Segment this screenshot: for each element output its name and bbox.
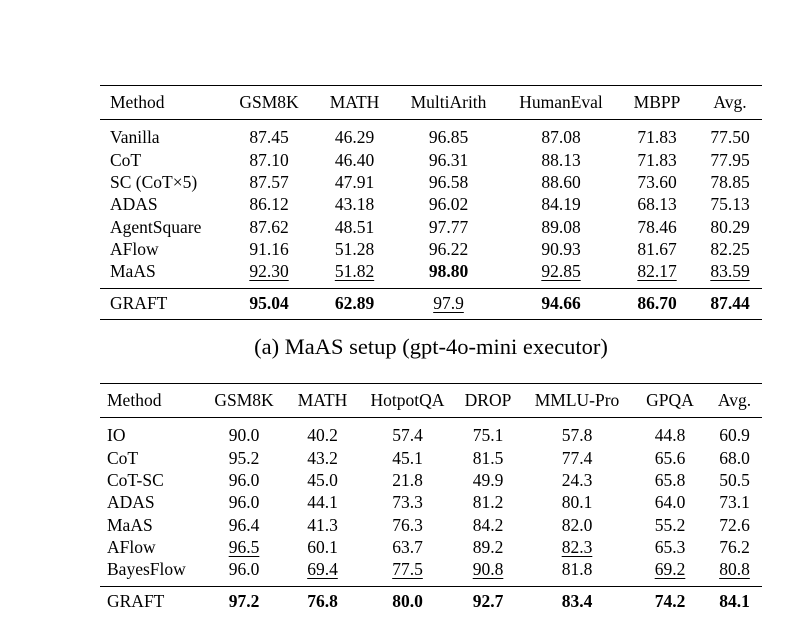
column-header: MultiArith — [391, 86, 506, 120]
score-cell: 91.16 — [249, 239, 288, 259]
score-cell: 76.3 — [392, 515, 423, 535]
method-name: IO — [107, 425, 125, 445]
score-cell: 74.2 — [655, 591, 686, 611]
score-cell: 44.8 — [655, 425, 686, 445]
score-cell: 75.1 — [473, 425, 504, 445]
score-cell: 97.2 — [229, 591, 260, 611]
table-a-header-row — [100, 86, 762, 120]
score-cell: 88.13 — [541, 150, 580, 170]
score-cell: 45.1 — [392, 448, 423, 468]
score-cell: 84.19 — [541, 194, 580, 214]
score-cell: 60.9 — [719, 425, 750, 445]
score-cell: 92.7 — [473, 591, 504, 611]
score-cell: 90.93 — [541, 239, 580, 259]
score-cell: 81.5 — [473, 448, 504, 468]
score-cell: 40.2 — [307, 425, 338, 445]
method-name: GRAFT — [107, 591, 164, 611]
table-b-body — [100, 418, 762, 617]
score-cell: 76.2 — [719, 537, 750, 557]
score-cell: 89.08 — [541, 217, 580, 237]
column-header: DROP — [455, 384, 521, 418]
method-name: CoT — [110, 150, 141, 170]
score-cell: 72.6 — [719, 515, 750, 535]
score-cell: 44.1 — [307, 492, 338, 512]
method-name: MaAS — [107, 515, 153, 535]
score-cell: 87.45 — [249, 127, 288, 147]
score-cell: 96.31 — [429, 150, 468, 170]
method-name: ADAS — [107, 492, 155, 512]
score-cell: 24.3 — [562, 470, 593, 490]
method-name: ADAS — [110, 194, 158, 214]
score-cell: 46.40 — [335, 150, 374, 170]
score-cell: 73.3 — [392, 492, 423, 512]
score-cell: 96.58 — [429, 172, 468, 192]
column-header: HotpotQA — [360, 384, 455, 418]
column-header: Method — [100, 384, 203, 418]
score-cell: 96.0 — [229, 492, 260, 512]
score-cell: 80.1 — [562, 492, 593, 512]
score-cell: 57.4 — [392, 425, 423, 445]
column-header: MBPP — [616, 86, 698, 120]
score-cell: 62.89 — [335, 293, 374, 313]
column-header: GPQA — [633, 384, 707, 418]
score-cell: 73.1 — [719, 492, 750, 512]
score-cell: 92.85 — [541, 261, 580, 281]
method-name: CoT — [107, 448, 138, 468]
column-header: MMLU-Pro — [521, 384, 633, 418]
score-cell: 60.1 — [307, 537, 338, 557]
graft-row — [100, 289, 762, 320]
score-cell: 75.13 — [710, 194, 749, 214]
score-cell: 21.8 — [392, 470, 423, 490]
score-cell: 71.83 — [637, 127, 676, 147]
score-cell: 96.0 — [229, 470, 260, 490]
score-cell: 87.57 — [249, 172, 288, 192]
score-cell: 65.8 — [655, 470, 686, 490]
method-name: GRAFT — [110, 293, 167, 313]
table-row — [100, 492, 762, 514]
score-cell: 84.2 — [473, 515, 504, 535]
score-cell: 80.8 — [719, 559, 750, 579]
score-cell: 83.4 — [562, 591, 593, 611]
score-cell: 46.29 — [335, 127, 374, 147]
score-cell: 89.2 — [473, 537, 504, 557]
score-cell: 80.0 — [392, 591, 423, 611]
table-row — [100, 172, 762, 194]
score-cell: 78.85 — [710, 172, 749, 192]
score-cell: 82.0 — [562, 515, 593, 535]
score-cell: 87.10 — [249, 150, 288, 170]
score-cell: 78.46 — [637, 217, 676, 237]
score-cell: 43.18 — [335, 194, 374, 214]
score-cell: 63.7 — [392, 537, 423, 557]
results-table-b — [100, 383, 762, 617]
table-row — [100, 418, 762, 448]
score-cell: 65.3 — [655, 537, 686, 557]
score-cell: 82.3 — [562, 537, 593, 557]
column-header: MATH — [318, 86, 391, 120]
score-cell: 86.70 — [637, 293, 676, 313]
score-cell: 68.13 — [637, 194, 676, 214]
score-cell: 69.4 — [307, 559, 338, 579]
score-cell: 87.44 — [710, 293, 749, 313]
column-header: MATH — [285, 384, 360, 418]
column-header: HumanEval — [506, 86, 616, 120]
score-cell: 65.6 — [655, 448, 686, 468]
score-cell: 71.83 — [637, 150, 676, 170]
method-name: AFlow — [107, 537, 156, 557]
score-cell: 90.0 — [229, 425, 260, 445]
score-cell: 96.02 — [429, 194, 468, 214]
score-cell: 87.62 — [249, 217, 288, 237]
score-cell: 77.50 — [710, 127, 749, 147]
score-cell: 87.08 — [541, 127, 580, 147]
score-cell: 83.59 — [710, 261, 749, 281]
score-cell: 86.12 — [249, 194, 288, 214]
table-row — [100, 120, 762, 150]
table-row — [100, 447, 762, 469]
table-row — [100, 194, 762, 216]
score-cell: 45.0 — [307, 470, 338, 490]
score-cell: 73.60 — [637, 172, 676, 192]
column-header: GSM8K — [203, 384, 285, 418]
score-cell: 96.5 — [229, 537, 260, 557]
column-header: Avg. — [707, 384, 762, 418]
table-b-header-row — [100, 384, 762, 418]
table-row — [100, 514, 762, 536]
score-cell: 84.1 — [719, 591, 750, 611]
score-cell: 81.67 — [637, 239, 676, 259]
score-cell: 68.0 — [719, 448, 750, 468]
score-cell: 43.2 — [307, 448, 338, 468]
method-name: CoT-SC — [107, 470, 164, 490]
score-cell: 97.77 — [429, 217, 468, 237]
method-name: SC (CoT×5) — [110, 172, 197, 192]
score-cell: 96.0 — [229, 559, 260, 579]
score-cell: 96.85 — [429, 127, 468, 147]
score-cell: 81.8 — [562, 559, 593, 579]
method-name: AFlow — [110, 239, 159, 259]
score-cell: 64.0 — [655, 492, 686, 512]
method-name: BayesFlow — [107, 559, 186, 579]
score-cell: 96.4 — [229, 515, 260, 535]
score-cell: 77.4 — [562, 448, 593, 468]
column-header: GSM8K — [220, 86, 318, 120]
score-cell: 96.22 — [429, 239, 468, 259]
score-cell: 50.5 — [719, 470, 750, 490]
score-cell: 81.2 — [473, 492, 504, 512]
score-cell: 41.3 — [307, 515, 338, 535]
table-a-caption: (a) MaAS setup (gpt-4o-mini executor) — [100, 333, 762, 360]
score-cell: 51.28 — [335, 239, 374, 259]
table-row — [100, 216, 762, 238]
score-cell: 98.80 — [429, 261, 468, 281]
score-cell: 88.60 — [541, 172, 580, 192]
score-cell: 55.2 — [655, 515, 686, 535]
table-row — [100, 470, 762, 492]
score-cell: 90.8 — [473, 559, 504, 579]
table-row — [100, 536, 762, 558]
method-name: Vanilla — [110, 127, 160, 147]
score-cell: 82.25 — [710, 239, 749, 259]
score-cell: 57.8 — [562, 425, 593, 445]
score-cell: 97.9 — [433, 293, 464, 313]
score-cell: 76.8 — [307, 591, 338, 611]
table-a-body — [100, 120, 762, 320]
table-row — [100, 559, 762, 587]
graft-row — [100, 587, 762, 617]
score-cell: 77.95 — [710, 150, 749, 170]
method-name: AgentSquare — [110, 217, 201, 237]
score-cell: 92.30 — [249, 261, 288, 281]
score-cell: 82.17 — [637, 261, 676, 281]
score-cell: 95.2 — [229, 448, 260, 468]
results-table-a — [100, 85, 762, 320]
column-header: Method — [100, 86, 220, 120]
score-cell: 69.2 — [655, 559, 686, 579]
table-row — [100, 149, 762, 171]
score-cell: 48.51 — [335, 217, 374, 237]
score-cell: 49.9 — [473, 470, 504, 490]
score-cell: 80.29 — [710, 217, 749, 237]
table-row — [100, 261, 762, 289]
score-cell: 94.66 — [541, 293, 580, 313]
score-cell: 47.91 — [335, 172, 374, 192]
method-name: MaAS — [110, 261, 156, 281]
score-cell: 77.5 — [392, 559, 423, 579]
column-header: Avg. — [698, 86, 762, 120]
score-cell: 95.04 — [249, 293, 288, 313]
score-cell: 51.82 — [335, 261, 374, 281]
table-row — [100, 238, 762, 260]
